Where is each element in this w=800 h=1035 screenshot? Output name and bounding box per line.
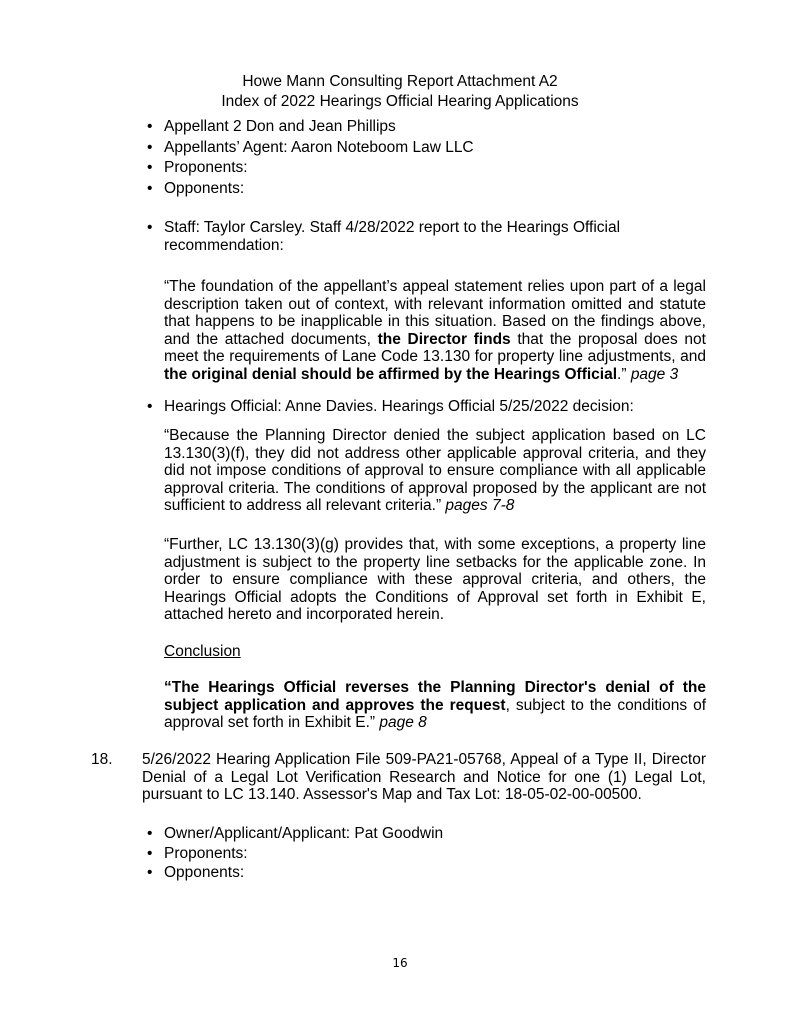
item-description: 5/26/2022 Hearing Application File 509-PA21-05768, Appeal of a Type II, Director Denial of a Legal Lot Verification Research and Notice for one (1) Legal Lot, pursuant to LC 13.140. Assessor's Map and Tax Lot: 18-05-02-00-00500.	[142, 751, 706, 803]
bullet-staff: • Staff: Taylor Carsley. Staff 4/28/2022 report to the Hearings Official recommendation:	[164, 219, 644, 254]
bullet-opponents-18: • Opponents:	[164, 863, 724, 883]
hearings-quote-1	[164, 427, 706, 515]
conclusion-heading: Conclusion	[164, 643, 241, 660]
bullet-hearings-official: • Hearings Official: Anne Davies. Hearings Official 5/25/2022 decision:	[164, 398, 724, 416]
page-reference: pages 7-8	[445, 497, 515, 514]
page-reference: page 8	[379, 714, 427, 731]
item-18-bullet-list	[0, 824, 800, 883]
bullet-owner: • Owner/Applicant/Applicant: Pat Goodwin	[164, 824, 724, 844]
bullet-appellant: • Appellant 2 Don and Jean Phillips	[164, 117, 724, 138]
quote-bold: the original denial should be affirmed by the Hearings Official	[164, 365, 618, 383]
hearings-quote-2: “Further, LC 13.130(3)(g) provides that, with some exceptions, a property line adjustment is subject to the property line setbacks for the applicable zone. In order to ensure compliance with these approval criteria, and others, the Hearings Official adopts the Conditions of Approval set forth in Exhibit E, attached hereto and incorporated herein.	[164, 536, 706, 623]
conclusion-quote	[164, 679, 706, 732]
bullet-proponents: • Proponents:	[164, 158, 724, 179]
document-body	[0, 72, 800, 883]
header-line-2: Index of 2022 Hearings Official Hearing Applications	[221, 93, 579, 110]
header-line-1: Howe Mann Consulting Report Attachment A2	[242, 73, 558, 90]
bullet-opponents: • Opponents:	[164, 179, 724, 200]
bullet-proponents-18: • Proponents:	[164, 844, 724, 864]
item-18	[0, 751, 800, 804]
quote-bold: “The Hearings Official reverses the Planning Director's denial of the subject application and approves the request	[164, 679, 706, 714]
page-reference: page 3	[630, 365, 679, 383]
top-bullet-list	[0, 117, 800, 199]
item-number: 18.	[91, 751, 113, 768]
page-number: 16	[392, 956, 408, 970]
quote-text: .”	[617, 365, 631, 383]
quote-text: “The foundation of the appellant’s appeal statement relies upon part of a legal description taken out of context, with relevant information omitted and statute that happens to be inapplicable in this situation. Based on the findings above, and the attached documents,	[164, 278, 706, 348]
quote-text: “Because the Planning Director denied the subject application based on LC 13.130(3)(f), they did not address other applicable approval criteria, and they did not impose conditions of approval to ensure compliance with all applicable approval criteria. The conditions of approval proposed by the applicant are not sufficient to address all relevant criteria.”	[164, 427, 706, 514]
document-header	[0, 72, 800, 112]
quote-bold: the Director finds	[377, 330, 511, 348]
staff-quote	[164, 278, 706, 383]
quote-text: , subject to the conditions of approval set forth in Exhibit E.”	[164, 696, 706, 731]
bullet-agent: • Appellants’ Agent: Aaron Noteboom Law LLC	[164, 138, 724, 159]
quote-text: that the proposal does not meet the requirements of Lane Code 13.130 for property line adjustments, and	[164, 330, 706, 365]
